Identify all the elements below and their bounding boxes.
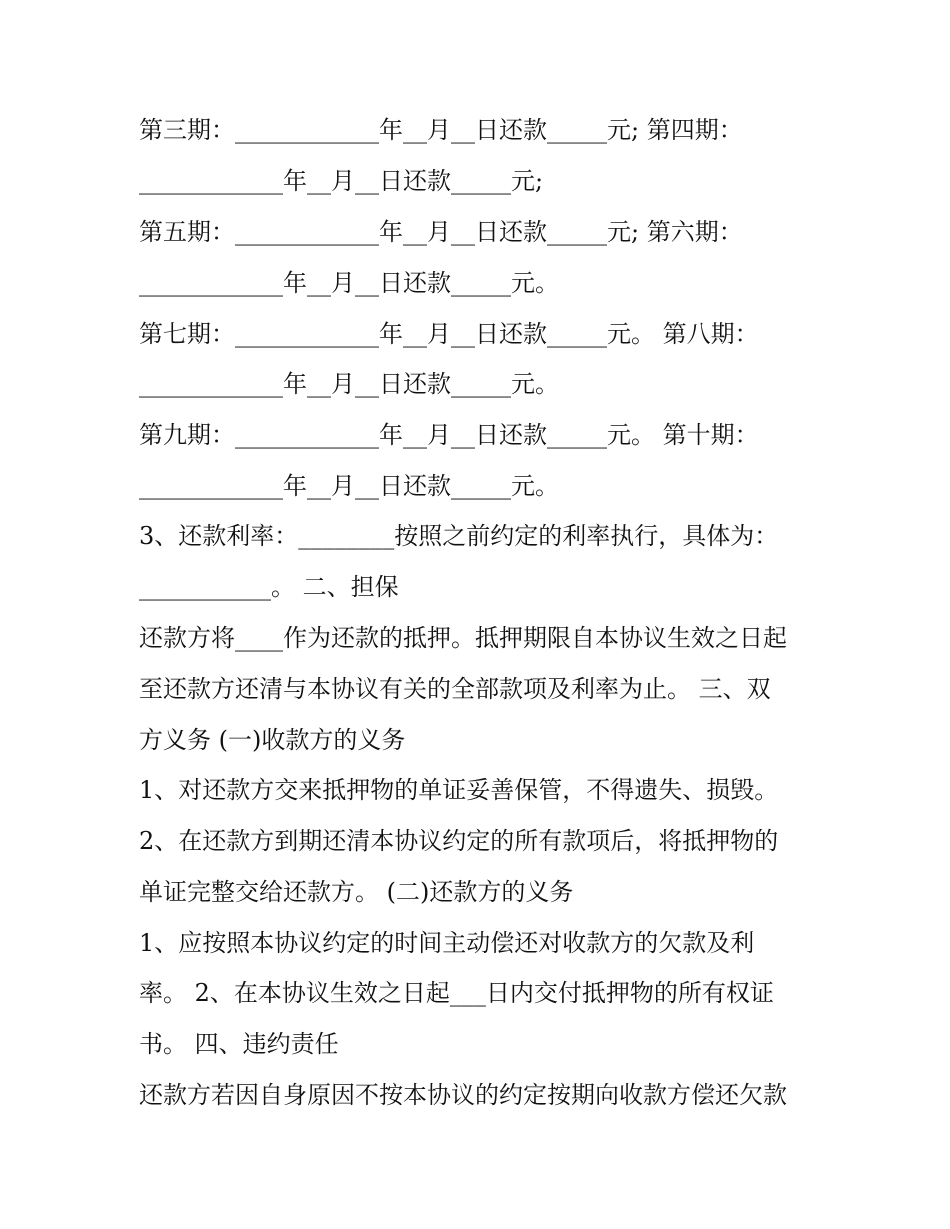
text-line: 2、在还款方到期还清本协议约定的所有款项后，将抵押物的 xyxy=(139,827,779,855)
text-line: 至还款方还清与本协议有关的全部款项及利率为止。 三、双 xyxy=(139,675,771,703)
text-line: 书。 四、违约责任 xyxy=(139,1030,339,1058)
text-line: ____________年__月__日还款_____元。 xyxy=(139,370,559,398)
text-line: 还款方将____作为还款的抵押。抵押期限自本协议生效之日起 xyxy=(139,624,787,652)
text-line: 3、还款利率：________按照之前约定的利率执行，具体为： xyxy=(139,522,779,550)
text-line: ____________年__月__日还款_____元。 xyxy=(139,472,559,500)
text-line: 还款方若因自身原因不按本协议的约定按期向收款方偿还欠款 xyxy=(139,1081,787,1109)
text-line: 第五期：____________年__月__日还款_____元; 第六期： xyxy=(139,218,743,246)
text-line: 方义务 (一)收款方的义务 xyxy=(139,726,406,754)
text-line: ___________。 二、担保 xyxy=(139,573,399,601)
text-line: 1、对还款方交来抵押物的单证妥善保管，不得遗失、损毁。 xyxy=(139,776,779,804)
text-line: 第七期：____________年__月__日还款_____元。 第八期： xyxy=(139,320,759,348)
text-line: 单证完整交给还款方。 (二)还款方的义务 xyxy=(139,878,574,906)
text-line: 第九期：____________年__月__日还款_____元。 第十期： xyxy=(139,421,759,449)
text-line: ____________年__月__日还款_____元; xyxy=(139,167,544,195)
text-line: 第三期：____________年__月__日还款_____元; 第四期： xyxy=(139,116,743,144)
text-line: 率。 2、在本协议生效之日起___日内交付抵押物的所有权证 xyxy=(139,979,774,1007)
text-line: ____________年__月__日还款_____元。 xyxy=(139,269,559,297)
text-line: 1、应按照本协议约定的时间主动偿还对收款方的欠款及利 xyxy=(139,929,755,957)
